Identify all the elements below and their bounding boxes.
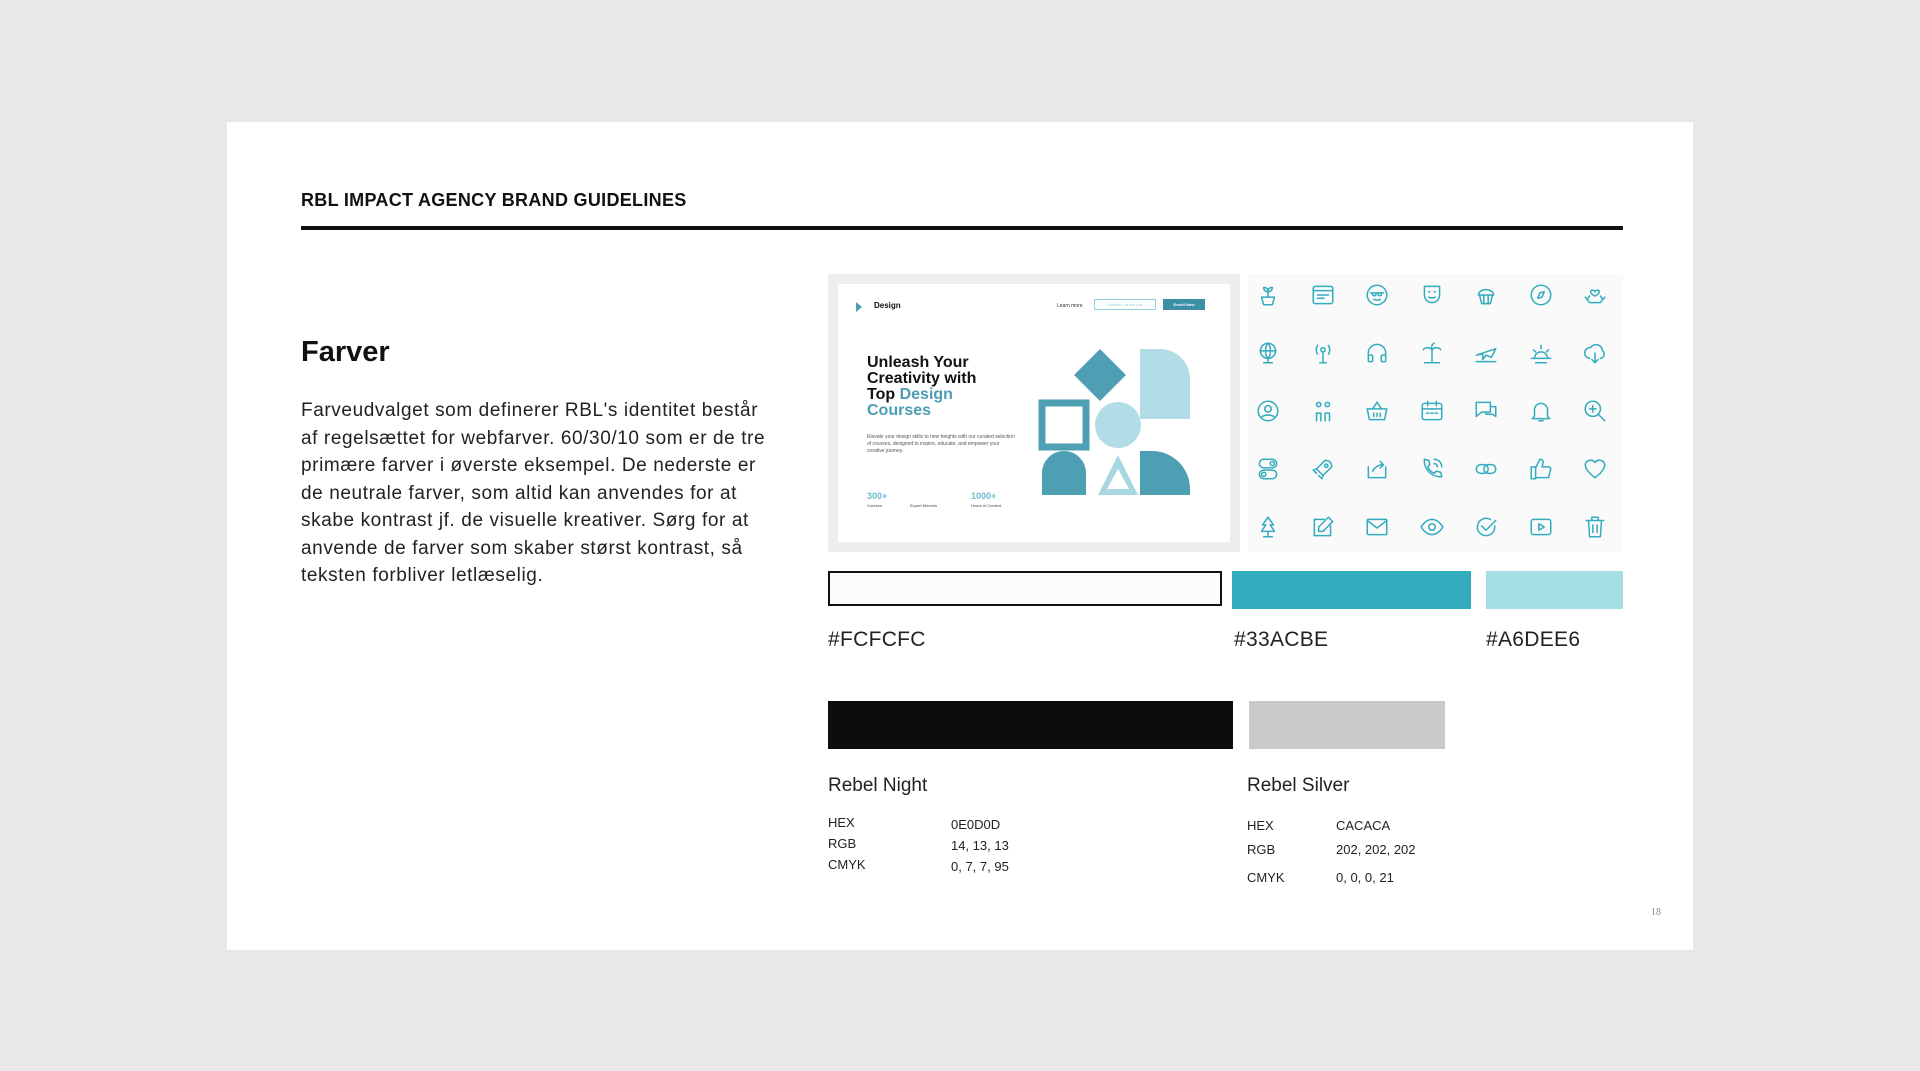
headline-accent-2: Courses: [867, 402, 932, 419]
section-title: Farver: [301, 336, 390, 368]
page-number: 18: [1651, 907, 1661, 918]
rebel-silver-name: Rebel Silver: [1247, 775, 1350, 796]
headline-line-2: Creativity with: [867, 370, 977, 387]
headphones-icon: [1360, 336, 1394, 370]
rocket-icon: [1306, 452, 1340, 486]
slide-page: [227, 122, 1693, 950]
document-title: RBL IMPACT AGENCY BRAND GUIDELINES: [301, 190, 687, 210]
swatch-teal: [1232, 571, 1471, 609]
swatch-rebel-silver: [1249, 701, 1445, 749]
half-round-shape: [1042, 451, 1086, 495]
icon-grid: [1248, 274, 1623, 552]
heart-icon: [1578, 452, 1612, 486]
thumbs-up-icon: [1524, 452, 1558, 486]
stat-hours-value: 1000+: [971, 491, 997, 501]
hand-heart-icon: [1578, 278, 1612, 312]
palm-tree-icon: [1415, 336, 1449, 370]
share-icon: [1360, 452, 1394, 486]
rebel-silver-rgb-value: 202, 202, 202: [1336, 842, 1416, 857]
headline-line-3: [867, 387, 1017, 403]
swatch-rebel-night: [828, 701, 1233, 749]
link-icon: [1469, 452, 1503, 486]
trash-icon: [1578, 510, 1612, 544]
video-icon: [1524, 510, 1558, 544]
mockup-learn-more-link: Learn more: [1057, 303, 1083, 309]
calendar-icon: [1415, 394, 1449, 428]
user-circle-icon: [1251, 394, 1285, 428]
mockup-description: Elevate your design skills to new heights with our curated selection of courses, designed to inspire, educate, and empower your creative journey.: [867, 434, 1015, 454]
rebel-night-rgb-key: RGB: [828, 836, 857, 851]
square-outline-shape: [1042, 403, 1086, 447]
swatch-light-blue-hex: #A6DEE6: [1486, 628, 1581, 651]
geometric-shapes-graphic: [1038, 349, 1218, 519]
swatch-white: [828, 571, 1222, 606]
rebel-night-cmyk-key: CMYK: [828, 857, 866, 872]
rebel-silver-cmyk-key: CMYK: [1247, 870, 1285, 885]
mockup-headline: [867, 355, 1017, 419]
plant-pot-icon: [1251, 278, 1285, 312]
toggle-switch-icon: [1251, 452, 1285, 486]
pine-tree-icon: [1251, 510, 1285, 544]
headline-top: Top: [867, 386, 896, 403]
rebel-night-hex-value: 0E0D0D: [951, 817, 1001, 832]
diamond-shape: [1074, 349, 1126, 401]
rebel-silver-hex-value: CACACA: [1336, 818, 1391, 833]
stat-hours-label: Hours of Content: [971, 503, 1002, 508]
sunglasses-face-icon: [1360, 278, 1394, 312]
compass-icon: [1524, 278, 1558, 312]
phone-call-icon: [1415, 452, 1449, 486]
swatch-light-blue: [1486, 571, 1623, 609]
rebel-night-rgb-value: 14, 13, 13: [951, 838, 1009, 853]
headline-accent-1: Design: [899, 386, 953, 403]
airplane-icon: [1469, 336, 1503, 370]
cloud-download-icon: [1578, 336, 1612, 370]
mask-icon: [1415, 278, 1449, 312]
website-mockup: [828, 274, 1240, 552]
globe-icon: [1251, 336, 1285, 370]
swatch-teal-hex: #33ACBE: [1234, 628, 1329, 651]
swatch-white-hex: #FCFCFC: [828, 628, 926, 651]
zoom-in-icon: [1578, 394, 1612, 428]
check-circle-icon: [1469, 510, 1503, 544]
mail-icon: [1360, 510, 1394, 544]
eye-icon: [1415, 510, 1449, 544]
mockup-enroll-button: Enroll Now: [1163, 299, 1205, 310]
stat-mentors-label: Expert Mentors: [910, 503, 938, 508]
edit-icon: [1306, 510, 1340, 544]
header-rule: [301, 226, 1623, 230]
stat-courses-value: 300+: [867, 491, 888, 501]
rebel-night-hex-key: HEX: [828, 815, 855, 830]
headline-line-1: Unleash Your: [867, 354, 969, 371]
rebel-night-name: Rebel Night: [828, 775, 928, 796]
chat-bubbles-icon: [1469, 394, 1503, 428]
section-body: Farveudvalget som definerer RBL's identitet består af regelsættet for webfarver. 60/30/10 som er de tre primære farver i øverste eksempel. De nederste er de neutrale farver, som altid kan anvendes for at skabe kontrast jf. de visuelle kreativer. Sørg for at anvende de farver som skaber størst kontrast, så teksten forbliver letlæselig.: [301, 400, 766, 586]
mockup-logo: Design: [874, 301, 901, 310]
arch-shape: [1140, 349, 1190, 419]
sunrise-icon: [1524, 336, 1558, 370]
stat-courses-label: Courses: [867, 503, 882, 508]
cupcake-icon: [1469, 278, 1503, 312]
quarter-round-shape: [1140, 451, 1190, 495]
shopping-basket-icon: [1360, 394, 1394, 428]
people-icon: [1306, 394, 1340, 428]
browser-window-icon: [1306, 278, 1340, 312]
rebel-silver-rgb-key: RGB: [1247, 842, 1276, 857]
mockup-explore-button: Explore Course List: [1094, 299, 1156, 310]
play-logo-icon: [856, 302, 862, 312]
circle-shape: [1095, 402, 1141, 448]
rebel-silver-cmyk-value: 0, 0, 0, 21: [1336, 870, 1394, 885]
antenna-icon: [1306, 336, 1340, 370]
rebel-night-cmyk-value: 0, 7, 7, 95: [951, 859, 1009, 874]
mockup-page: [838, 284, 1230, 542]
rebel-silver-hex-key: HEX: [1247, 818, 1274, 833]
bell-icon: [1524, 394, 1558, 428]
